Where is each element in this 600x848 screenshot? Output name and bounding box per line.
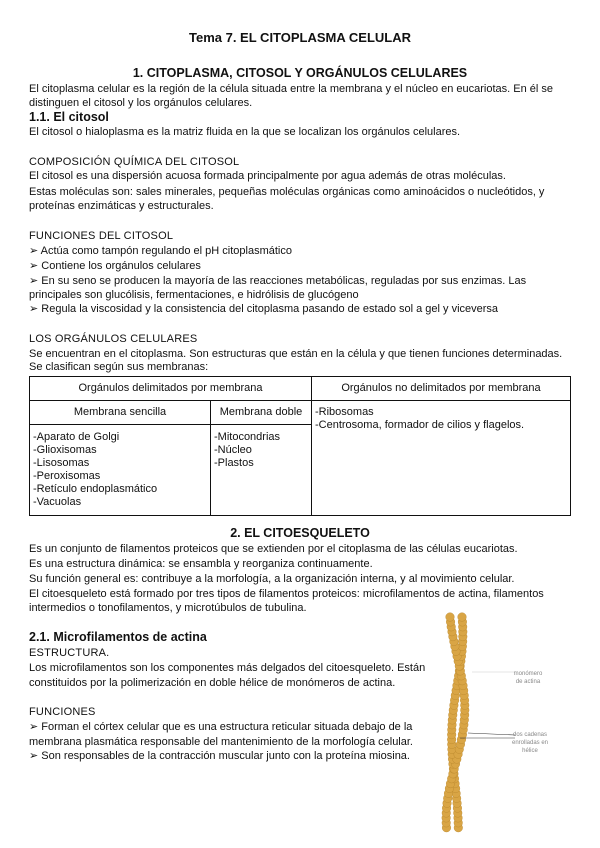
monomer-label: monómero de actina: [513, 671, 543, 685]
bullet-item: ➢ Son responsables de la contracción muscular junto con la proteína miosina.: [29, 750, 410, 762]
functions-heading: FUNCIONES DEL CITOSOL: [29, 230, 174, 242]
bullet-item: ➢ Contiene los orgánulos celulares: [29, 260, 201, 272]
paragraph: Se clasifican según sus membranas:: [29, 361, 209, 373]
functions-heading: FUNCIONES: [29, 706, 96, 718]
header-double-membrane: Membrana doble: [211, 401, 312, 425]
composition-heading: COMPOSICIÓN QUÍMICA DEL CITOSOL: [29, 156, 240, 168]
section-1-heading: 1. CITOPLASMA, CITOSOL Y ORGÁNULOS CELULARES: [132, 66, 468, 80]
paragraph: El citosol o hialoplasma es la matriz fluida en la que se localizan los orgánulos celulares.: [29, 126, 461, 138]
list-item: -Vacuolas: [33, 496, 82, 508]
section-2-heading: 2. EL CITOESQUELETO: [230, 526, 370, 540]
paragraph: proteínas enzimáticas y estructurales.: [29, 200, 214, 212]
list-item: -Lisosomas: [33, 457, 90, 469]
list-item: -Plastos: [214, 457, 254, 469]
header-single-membrane: Membrana sencilla: [30, 401, 211, 425]
cell-non-membrane: [312, 401, 571, 516]
paragraph: constituidos por la polimerización en doble hélice de monómeros de actina.: [29, 677, 396, 689]
bullet-item: ➢ Regula la viscosidad y la consistencia del citoplasma pasando de estado sol a gel y viceversa: [29, 303, 499, 315]
organelles-table: [29, 376, 571, 516]
cell-single-membrane: [30, 425, 211, 516]
list-item: -Centrosoma, formador de cilios y flagelos.: [315, 419, 525, 431]
paragraph: El citoplasma celular es la región de la célula situada entre la membrana y el núcleo en eucariotas. En él se: [29, 83, 554, 95]
paragraph: Es una estructura dinámica: se ensambla y reorganiza continuamente.: [29, 558, 373, 570]
header-delimited: Orgánulos delimitados por membrana: [30, 377, 312, 401]
paragraph: Es un conjunto de filamentos proteicos que se extienden por el citoplasma de las células eucariotas.: [29, 543, 518, 555]
list-item: -Aparato de Golgi: [33, 431, 120, 443]
actin-monomer: [458, 613, 467, 622]
paragraph: intermedios o tonofilamentos, y microtúbulos de tubulina.: [29, 602, 307, 614]
paragraph: Su función general es: contribuye a la morfología, a la organización interna, y al movimiento celular.: [29, 573, 515, 585]
list-item: -Mitocondrias: [214, 431, 281, 443]
header-not-delimited: Orgánulos no delimitados por membrana: [312, 377, 571, 401]
structure-heading: ESTRUCTURA.: [29, 647, 110, 659]
paragraph: El citosol es una dispersión acuosa formada principalmente por agua además de otras moléculas.: [29, 170, 506, 182]
document-title: Tema 7. EL CITOPLASMA CELULAR: [189, 30, 411, 45]
paragraph: Los microfilamentos son los componentes más delgados del citoesqueleto. Están: [29, 662, 426, 674]
cell-double-membrane: [211, 425, 312, 516]
subsection-heading: 1.1. El citosol: [29, 110, 109, 124]
list-item: -Ribosomas: [315, 406, 374, 418]
list-item: -Núcleo: [214, 444, 252, 456]
actin-filament-illustration: [420, 605, 590, 845]
paragraph: Se encuentran en el citoplasma. Son estructuras que están en la célula y que tienen funciones determinadas.: [29, 348, 563, 360]
list-item: -Retículo endoplasmático: [33, 483, 158, 495]
actin-monomer: [446, 613, 455, 622]
list-item: -Glioxisomas: [33, 444, 97, 456]
bullet-item: ➢ Actúa como tampón regulando el pH citoplasmático: [29, 245, 292, 257]
subsection-heading: 2.1. Microfilamentos de actina: [29, 630, 207, 644]
bullet-item: ➢ Forman el córtex celular que es una estructura reticular situada debajo de la: [29, 721, 413, 733]
organelles-heading: LOS ORGÁNULOS CELULARES: [29, 333, 198, 345]
chains-label: dos cadenas enrolladas en hélice: [511, 732, 549, 754]
paragraph: distinguen el citosol y los orgánulos celulares.: [29, 97, 253, 109]
paragraph: El citoesqueleto está formado por tres tipos de filamentos proteicos: microfilamentos de actina, filamentos: [29, 588, 544, 600]
bullet-item: membrana plasmática responsable del mantenimiento de la morfología celular.: [29, 736, 413, 748]
bullet-item: ➢ En su seno se producen la mayoría de las reacciones metabólicas, reguladas por sus enzimas. Las: [29, 275, 527, 287]
paragraph: Estas moléculas son: sales minerales, pequeñas moléculas orgánicas como aminoácidos o nucleótidos, y: [29, 186, 545, 198]
list-item: -Peroxisomas: [33, 470, 101, 482]
bullet-item: principales son glucólisis, fermentaciones, e hidrólisis de glucógeno: [29, 289, 359, 301]
